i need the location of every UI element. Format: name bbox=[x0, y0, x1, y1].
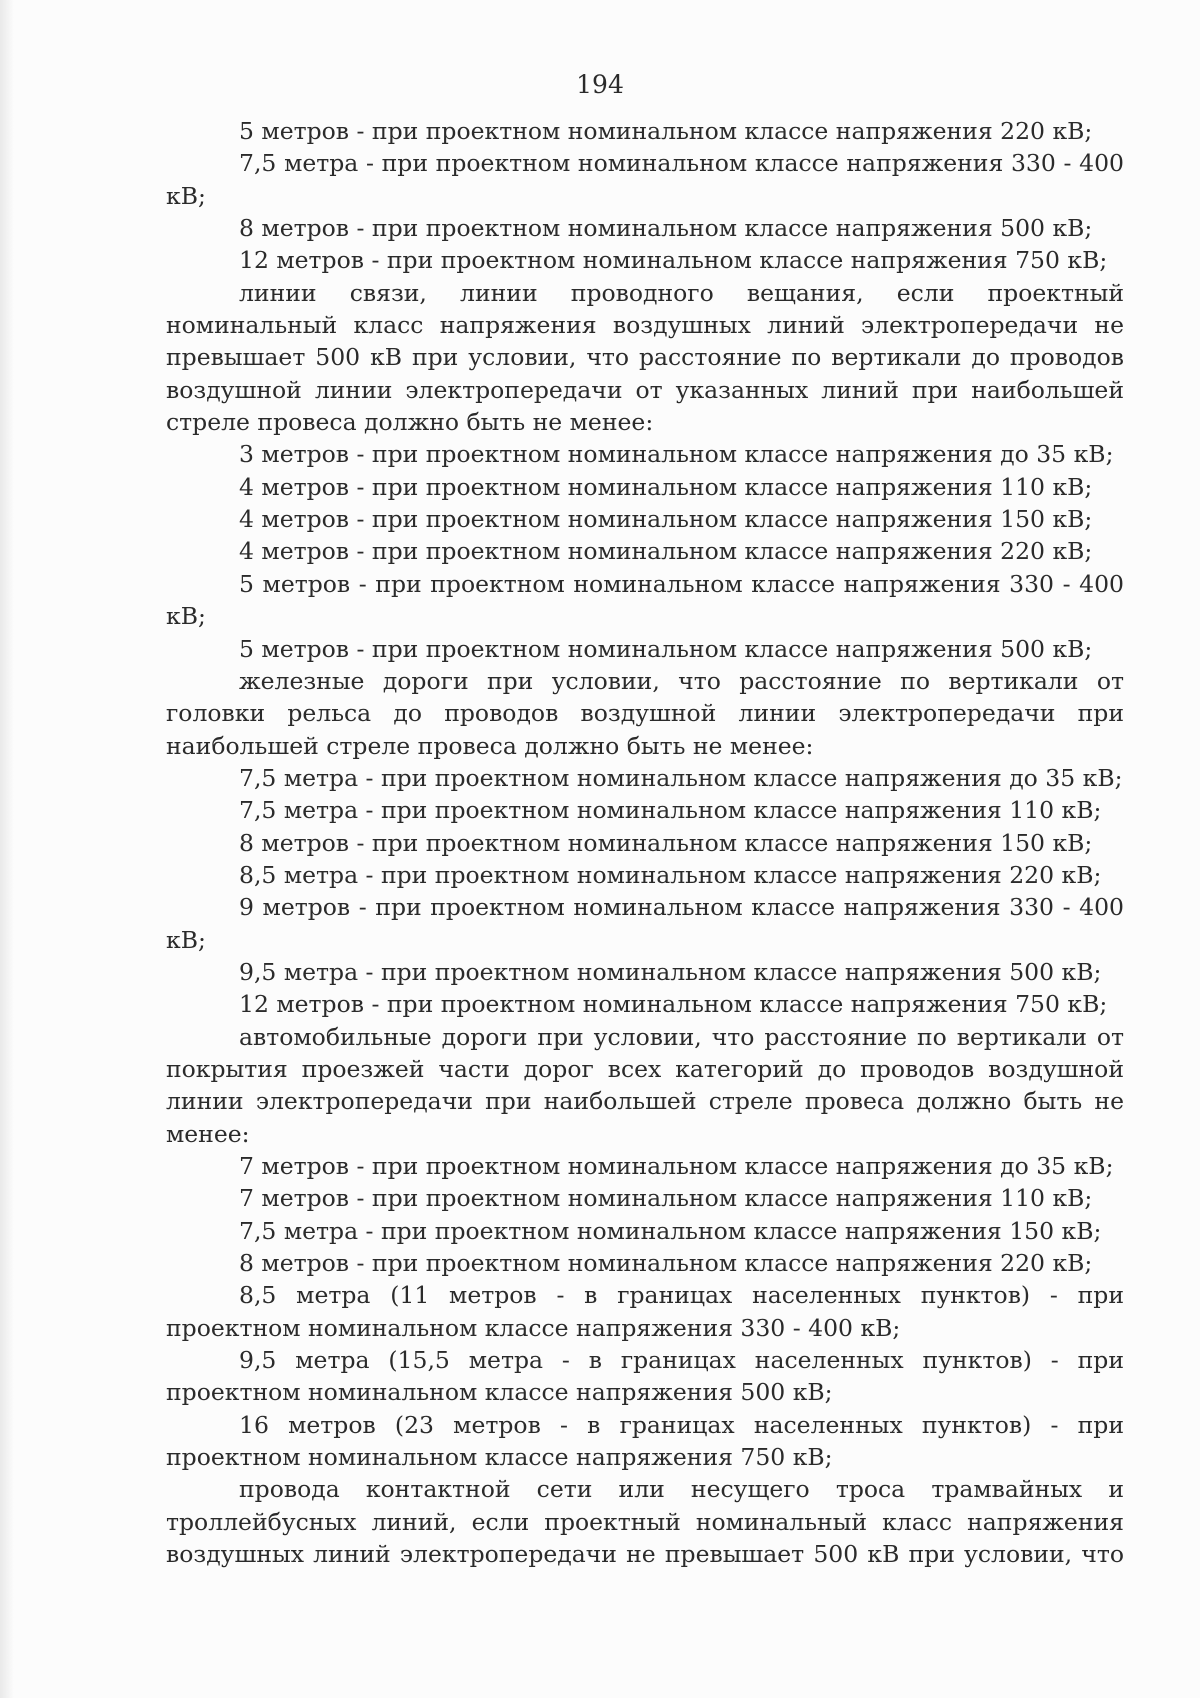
paragraph: провода контактной сети или несущего троса трамвайных и троллейбусных линий, если проектный номинальный класс напряжения воздушных линий электропередачи не превышает 500 кВ при условии, что bbox=[166, 1475, 1124, 1569]
paragraph: линии связи, линии проводного вещания, если проектный номинальный класс напряжения воздушных линий электропередачи не превышает 500 кВ при условии, что расстояние по вертикали до проводов воздушной линии электропередачи от указанных линий при наибольшей стреле провеса должно быть не менее: bbox=[166, 278, 1124, 437]
paragraph: 12 метров - при проектном номинальном классе напряжения 750 кВ; bbox=[239, 246, 1108, 275]
paragraph: 8 метров - при проектном номинальном классе напряжения 150 кВ; bbox=[239, 828, 1093, 857]
paragraph: 9,5 метра - при проектном номинальном классе напряжения 500 кВ; bbox=[239, 957, 1102, 986]
paragraph: железные дороги при условии, что расстояние по вертикали от головки рельса до проводов воздушной линии электропередачи при наибольшей стреле провеса должно быть не менее: bbox=[166, 666, 1124, 760]
paragraph: 9,5 метра (15,5 метра - в границах населенных пунктов) - при проектном номинальном классе напряжения 500 кВ; bbox=[166, 1346, 1124, 1407]
paragraph: 3 метров - при проектном номинальном классе напряжения до 35 кВ; bbox=[239, 440, 1114, 469]
paragraph: 7,5 метра - при проектном номинальном классе напряжения 150 кВ; bbox=[239, 1216, 1102, 1245]
paragraph: 8 метров - при проектном номинальном классе напряжения 500 кВ; bbox=[239, 214, 1093, 243]
paragraph: 4 метров - при проектном номинальном классе напряжения 150 кВ; bbox=[239, 505, 1093, 534]
paragraph: 8,5 метра - при проектном номинальном классе напряжения 220 кВ; bbox=[239, 860, 1102, 889]
paragraph: 7,5 метра - при проектном номинальном классе напряжения 110 кВ; bbox=[239, 796, 1102, 825]
scan-edge-shadow bbox=[0, 0, 14, 1698]
paragraph: 7 метров - при проектном номинальном классе напряжения до 35 кВ; bbox=[239, 1152, 1114, 1180]
paragraph: 8,5 метра (11 метров - в границах населенных пунктов) - при проектном номинальном классе напряжения 330 - 400 кВ; bbox=[166, 1281, 1124, 1342]
paragraph: 5 метров - при проектном номинальном классе напряжения 330 - 400 кВ; bbox=[166, 569, 1124, 631]
paragraph: 7,5 метра - при проектном номинальном классе напряжения 330 - 400 кВ; bbox=[166, 149, 1124, 210]
paragraph: 7,5 метра - при проектном номинальном классе напряжения до 35 кВ; bbox=[239, 763, 1123, 792]
paragraph: 8 метров - при проектном номинальном классе напряжения 220 кВ; bbox=[239, 1249, 1093, 1278]
paragraph: 4 метров - при проектном номинальном классе напряжения 110 кВ; bbox=[239, 472, 1093, 501]
document-body bbox=[166, 115, 1124, 1570]
paragraph: автомобильные дороги при условии, что расстояние по вертикали от покрытия проезжей части дорог всех категорий до проводов воздушной линии электропередачи при наибольшей стреле провеса должно быть не менее: bbox=[166, 1022, 1124, 1148]
paragraph: 12 метров - при проектном номинальном классе напряжения 750 кВ; bbox=[239, 990, 1108, 1019]
paragraph: 5 метров - при проектном номинальном классе напряжения 220 кВ; bbox=[239, 117, 1093, 145]
page-number: 194 bbox=[576, 70, 624, 99]
paragraph: 7 метров - при проектном номинальном классе напряжения 110 кВ; bbox=[239, 1184, 1093, 1213]
paragraph: 16 метров (23 метров - в границах населенных пунктов) - при проектном номинальном классе напряжения 750 кВ; bbox=[166, 1410, 1124, 1472]
paragraph: 9 метров - при проектном номинальном классе напряжения 330 - 400 кВ; bbox=[166, 893, 1124, 954]
paragraph: 5 метров - при проектном номинальном классе напряжения 500 кВ; bbox=[239, 634, 1093, 663]
paragraph: 4 метров - при проектном номинальном классе напряжения 220 кВ; bbox=[239, 537, 1093, 566]
